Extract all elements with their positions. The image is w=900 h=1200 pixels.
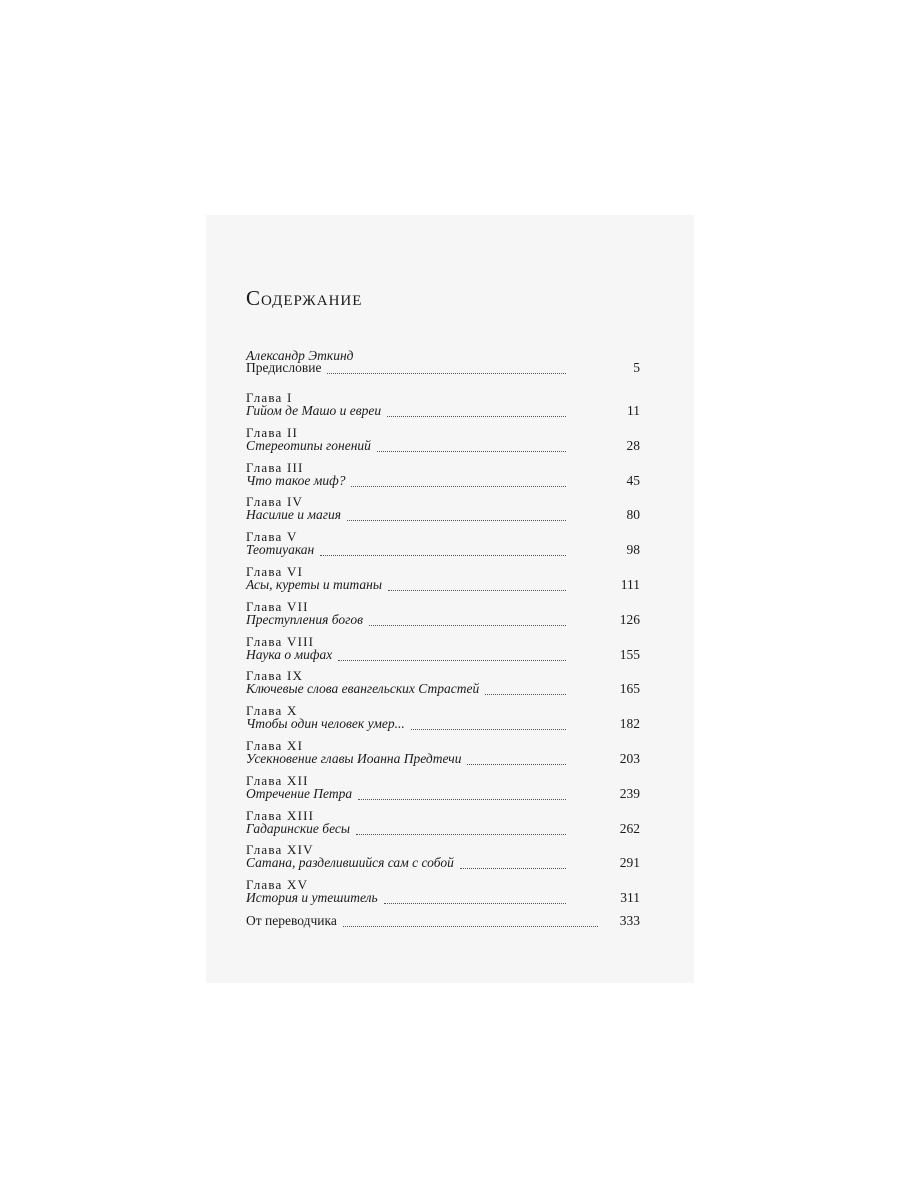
toc-page-number: 262 bbox=[619, 821, 640, 836]
toc-entry-title: Ключевые слова евангельских Страстей bbox=[246, 681, 480, 696]
toc-page-number: 98 bbox=[626, 542, 640, 557]
toc-page-number: 291 bbox=[619, 855, 640, 870]
toc-page-number: 203 bbox=[619, 751, 640, 766]
toc-entry-afterword bbox=[246, 913, 640, 931]
chapter-label: Глава VI bbox=[246, 564, 304, 579]
chapter-label: Глава VIII bbox=[246, 634, 315, 649]
toc-page-number: 165 bbox=[619, 681, 640, 696]
toc-entry-title: История и утешитель bbox=[246, 890, 378, 905]
dot-leader bbox=[320, 555, 566, 556]
chapter-label: Глава II bbox=[246, 425, 299, 440]
toc-entry-title: Насилие и магия bbox=[246, 507, 342, 522]
toc-entry-title: Асы, куреты и титаны bbox=[246, 577, 383, 592]
toc-page-number: 311 bbox=[620, 890, 640, 905]
toc-page-number: 155 bbox=[619, 647, 640, 662]
dot-leader bbox=[384, 903, 566, 904]
toc-page-number: 5 bbox=[633, 360, 640, 375]
toc-entry-chapter bbox=[246, 507, 640, 525]
chapter-label: Глава XV bbox=[246, 877, 309, 892]
toc-entry-chapter bbox=[246, 577, 640, 595]
chapter-label: Глава VII bbox=[246, 599, 309, 614]
toc-page-number: 28 bbox=[626, 438, 640, 453]
toc-entry-chapter bbox=[246, 542, 640, 560]
toc-entry-chapter bbox=[246, 855, 640, 873]
toc-entry-chapter bbox=[246, 821, 640, 839]
toc-entry-title: Сатана, разделившийся сам с собой bbox=[246, 855, 454, 870]
toc-entry-title: Наука о мифах bbox=[246, 647, 333, 662]
chapter-label: Глава IX bbox=[246, 668, 304, 683]
chapter-label: Глава I bbox=[246, 390, 293, 405]
toc-entry-chapter bbox=[246, 751, 640, 769]
toc-entry-title: Чтобы один человек умер... bbox=[246, 716, 405, 731]
toc-entry-chapter bbox=[246, 890, 640, 908]
chapter-label: Глава XIV bbox=[246, 842, 314, 857]
page-title: Содержание bbox=[246, 286, 363, 310]
toc-entry-title: Что такое миф? bbox=[246, 473, 346, 488]
toc-entry-chapter bbox=[246, 612, 640, 630]
toc-entry-title: Стереотипы гонений bbox=[246, 438, 371, 453]
toc-entry-chapter bbox=[246, 403, 640, 421]
toc-entry-title: Предисловие bbox=[246, 360, 322, 375]
dot-leader bbox=[460, 868, 566, 869]
toc-entry-chapter bbox=[246, 473, 640, 491]
toc-entry-chapter bbox=[246, 438, 640, 456]
chapter-label: Глава XII bbox=[246, 773, 309, 788]
dot-leader bbox=[343, 926, 598, 927]
dot-leader bbox=[351, 486, 566, 487]
dot-leader bbox=[485, 694, 566, 695]
toc-page-number: 111 bbox=[620, 577, 640, 592]
dot-leader bbox=[338, 660, 566, 661]
toc-entry-chapter bbox=[246, 786, 640, 804]
toc-entry-title: От переводчика bbox=[246, 913, 337, 928]
chapter-label: Глава XI bbox=[246, 738, 304, 753]
toc-entry-title: Преступления богов bbox=[246, 612, 364, 627]
dot-leader bbox=[347, 520, 566, 521]
toc-entry-title: Усекновение главы Иоанна Предтечи bbox=[246, 751, 462, 766]
toc-page-number: 182 bbox=[619, 716, 640, 731]
dot-leader bbox=[369, 625, 566, 626]
dot-leader bbox=[358, 799, 566, 800]
toc-entry-preface bbox=[246, 360, 640, 378]
dot-leader bbox=[327, 373, 566, 374]
dot-leader bbox=[387, 416, 566, 417]
dot-leader bbox=[388, 590, 566, 591]
toc-page-number: 45 bbox=[626, 473, 640, 488]
toc-page-number: 126 bbox=[619, 612, 640, 627]
toc-page-number: 80 bbox=[626, 507, 640, 522]
toc-page-number: 239 bbox=[619, 786, 640, 801]
preface-author: Александр Эткинд bbox=[246, 348, 354, 363]
toc-entry-chapter bbox=[246, 681, 640, 699]
toc-entry-title: Гийом де Машо и евреи bbox=[246, 403, 382, 418]
dot-leader bbox=[377, 451, 566, 452]
chapter-label: Глава IV bbox=[246, 494, 304, 509]
dot-leader bbox=[411, 729, 566, 730]
dot-leader bbox=[356, 834, 566, 835]
chapter-label: Глава III bbox=[246, 460, 304, 475]
toc-page-number: 333 bbox=[619, 913, 640, 928]
toc-entry-chapter bbox=[246, 716, 640, 734]
toc-page-number: 11 bbox=[627, 403, 640, 418]
toc-entry-title: Отречение Петра bbox=[246, 786, 353, 801]
toc-entry-title: Теотиуакан bbox=[246, 542, 315, 557]
chapter-label: Глава XIII bbox=[246, 808, 315, 823]
dot-leader bbox=[467, 764, 566, 765]
chapter-label: Глава X bbox=[246, 703, 298, 718]
chapter-label: Глава V bbox=[246, 529, 298, 544]
toc-entry-chapter bbox=[246, 647, 640, 665]
toc-entry-title: Гадаринские бесы bbox=[246, 821, 351, 836]
